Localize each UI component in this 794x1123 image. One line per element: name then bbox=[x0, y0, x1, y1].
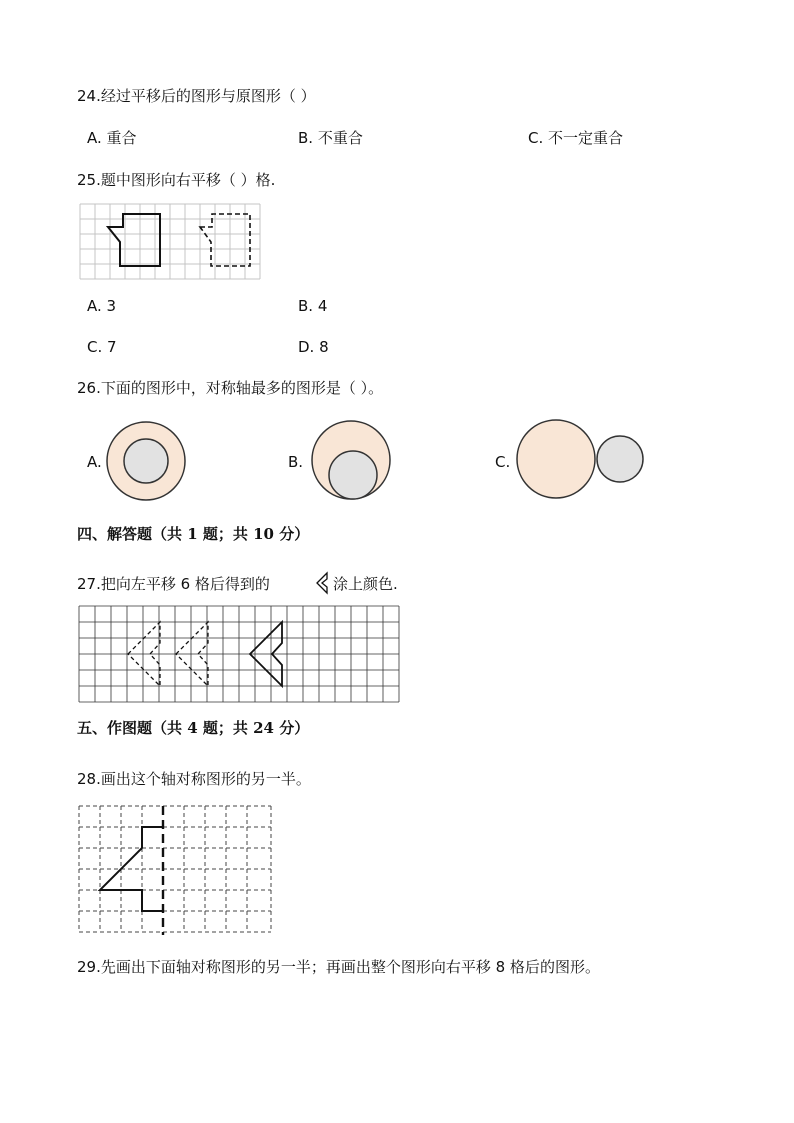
q24-option-a[interactable]: A. 重合 bbox=[87, 129, 137, 147]
q27-grid-lines bbox=[79, 606, 399, 702]
q29-stem: 29.先画出下面轴对称图形的另一半；再画出整个图形向右平移 8 格后的图形。 bbox=[77, 958, 600, 976]
q27-inline-shape-icon bbox=[315, 572, 331, 594]
q26-option-a-label[interactable]: A. bbox=[87, 453, 102, 471]
q26-figure-c[interactable] bbox=[516, 419, 650, 503]
q26-figure-a[interactable] bbox=[104, 419, 188, 503]
section4-title: 四、解答题（共 1 题；共 10 分） bbox=[77, 525, 310, 543]
q25-option-a[interactable]: A. 3 bbox=[87, 297, 117, 315]
q25-grid-lines bbox=[80, 204, 260, 279]
q25-option-d[interactable]: D. 8 bbox=[298, 338, 329, 356]
q25-original-shape bbox=[108, 214, 160, 266]
q25-stem: 25.题中图形向右平移（ ）格. bbox=[77, 171, 276, 189]
q25-grid-figure bbox=[78, 202, 263, 282]
q26-c-large-circle bbox=[517, 420, 595, 498]
q28-grid-figure bbox=[78, 805, 274, 937]
q27-stem-after: 涂上颜色. bbox=[333, 575, 398, 593]
q26-figure-b[interactable] bbox=[309, 418, 393, 502]
q26-b-inner-circle bbox=[329, 451, 377, 499]
q27-grid-figure bbox=[78, 605, 400, 705]
q28-grid-lines bbox=[79, 806, 271, 932]
q25-option-b[interactable]: B. 4 bbox=[298, 297, 328, 315]
q24-option-b[interactable]: B. 不重合 bbox=[298, 129, 363, 147]
q26-c-small-circle bbox=[597, 436, 643, 482]
q26-stem: 26.下面的图形中，对称轴最多的图形是（ ）。 bbox=[77, 379, 384, 397]
q25-option-c[interactable]: C. 7 bbox=[87, 338, 117, 356]
section5-title: 五、作图题（共 4 题；共 24 分） bbox=[77, 719, 310, 737]
q24-stem: 24.经过平移后的图形与原图形（ ） bbox=[77, 87, 316, 105]
q26-option-c-label[interactable]: C. bbox=[495, 453, 511, 471]
q26-option-b-label[interactable]: B. bbox=[288, 453, 304, 471]
q28-stem: 28.画出这个轴对称图形的另一半。 bbox=[77, 770, 311, 788]
q25-translated-shape bbox=[200, 214, 250, 266]
q27-stem-before: 27.把向左平移 6 格后得到的 bbox=[77, 575, 270, 593]
q26-a-inner-circle bbox=[124, 439, 168, 483]
q24-option-c[interactable]: C. 不一定重合 bbox=[528, 129, 624, 147]
